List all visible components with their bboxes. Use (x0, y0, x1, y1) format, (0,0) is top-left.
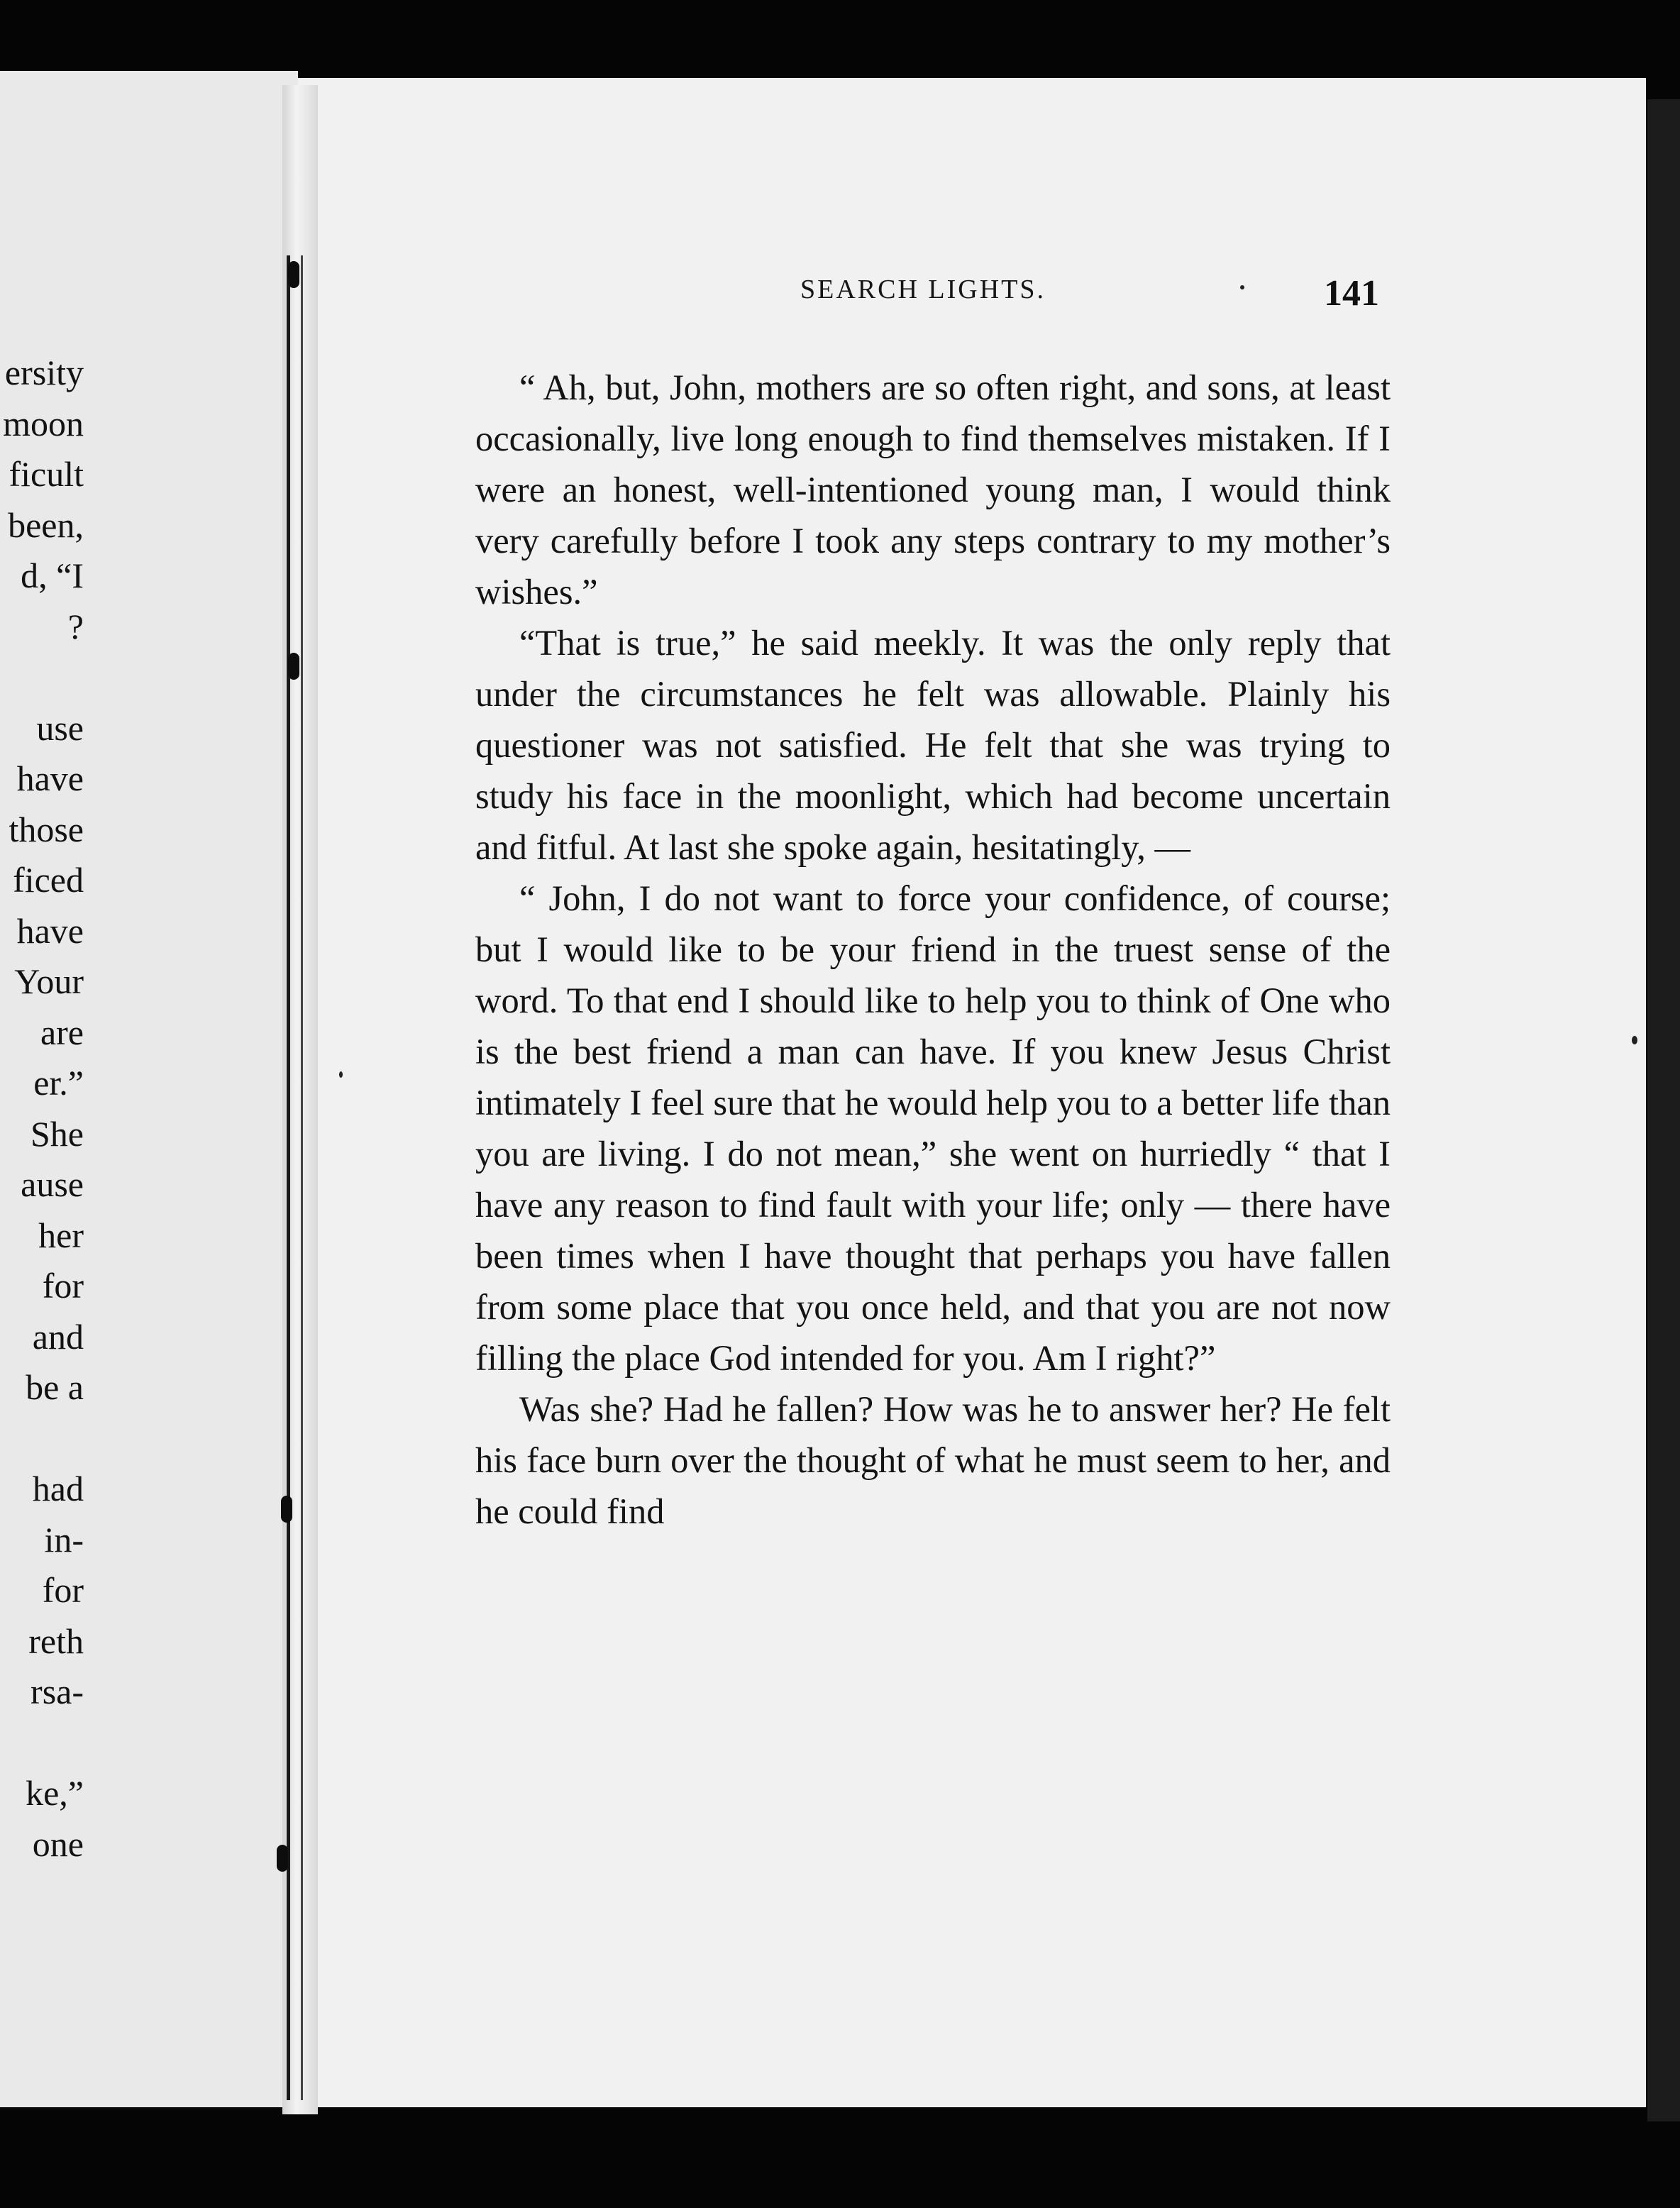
fragment-line: her (38, 1215, 84, 1255)
fragment-line (0, 1718, 84, 1769)
fragment-line: and (32, 1316, 84, 1357)
fragment-line: use (36, 707, 84, 748)
binding-stitch (288, 261, 299, 288)
binding-stitch (288, 653, 299, 680)
fragment-line: those (9, 809, 84, 849)
fragment-line: ke,” (26, 1773, 84, 1813)
fragment-line: moon (3, 403, 84, 443)
fragment-line: ersity (4, 353, 84, 392)
left-page-text-fragments (0, 348, 84, 1870)
binding-stitch (277, 1845, 288, 1872)
fragment-line: She (31, 1113, 84, 1154)
fragment-line: be a (26, 1367, 84, 1407)
fragment-line: ause (21, 1164, 84, 1204)
paragraph: Was she? Had he fallen? How was he to answer her? He felt his face burn over the thought of what he must seem to her, and he could find (475, 1389, 1391, 1531)
body-text (475, 362, 1391, 1537)
page-number: 141 (1324, 273, 1379, 314)
scan-speck (1632, 1036, 1637, 1044)
fragment-line: ? (67, 606, 84, 646)
fragment-line (0, 652, 84, 703)
fragment-line: had (32, 1469, 84, 1508)
scan-speck (1240, 285, 1244, 289)
fragment-line: ficed (13, 860, 84, 900)
fragment-line: Your (14, 961, 84, 1001)
paragraph: “ John, I do not want to force your confidence, of course; but I would like to be your friend in the truest sense of the word. To that end I should like to help you to think of One who is the best friend a man can have. If you knew Jesus Christ intimately I feel sure that he would help you to a better life than you are living. I do not mean,” she went on hurriedly “ that I have any reason to find fault with your life; only — there have been times when I have thought that perhaps you have fallen from some place that you once held, and that you are not now filling the place God intended for you. Am I right?” (475, 878, 1391, 1378)
binding-stitch (281, 1496, 292, 1523)
gutter-line (287, 255, 290, 2100)
fragment-line: have (16, 758, 84, 798)
fragment-line: are (40, 1012, 84, 1052)
fragment-line: ficult (9, 454, 84, 494)
fragment-line (0, 1413, 84, 1464)
fragment-line: reth (28, 1621, 84, 1661)
page-edge-shadow (1647, 99, 1680, 2121)
gutter-line (301, 255, 303, 2100)
fragment-line: been, (8, 504, 84, 545)
scan-speck (339, 1071, 343, 1078)
running-head: SEARCH LIGHTS. (800, 275, 1046, 304)
fragment-line: have (16, 910, 84, 951)
fragment-line: for (42, 1570, 84, 1610)
fragment-line: rsa- (31, 1672, 84, 1711)
paragraph: “ Ah, but, John, mothers are so often right, and sons, at least occasionally, live long enough to find themselves mistaken. If I were an honest, well-intentioned young man, I would think very carefully before I took any steps contrary to my mother’s wishes.” (475, 368, 1391, 612)
fragment-line: one (32, 1823, 84, 1864)
fragment-line: er.” (33, 1063, 84, 1103)
fragment-line: d, “I (21, 556, 84, 595)
fragment-line: for (42, 1266, 84, 1306)
fragment-line: in- (44, 1519, 84, 1560)
paragraph: “That is true,” he said meekly. It was the only reply that under the circumstances he felt was allowable. Plainly his questioner was not satisfied. He felt that she was trying to study his face in the moonlight, which had become uncertain and fitful. At last she spoke again, hesitatingly, — (475, 623, 1391, 867)
